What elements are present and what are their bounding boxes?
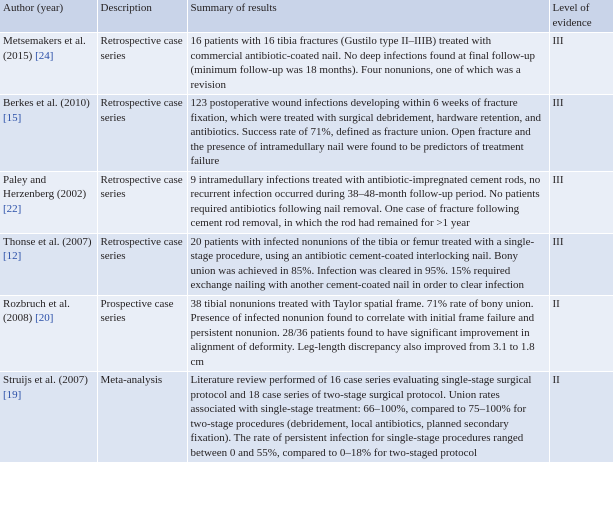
author-text: Metsemakers et al. (2015)	[3, 35, 86, 62]
cell-author	[0, 233, 97, 295]
cell-author	[0, 171, 97, 233]
table-row	[0, 171, 613, 233]
cell-description: Retrospective case series	[97, 233, 187, 295]
cell-author	[0, 33, 97, 95]
author-text: Berkes et al. (2010)	[3, 97, 90, 109]
cell-summary: 9 intramedullary infections treated with antibiotic-impregnated cement rods, no recurrent infection occurred during 38–48-month follow-up period. No patients required antibiotics following nail removal. One case of fracture following cement rod removal, in which the rod had remained for >1 year	[187, 171, 549, 233]
cell-description: Retrospective case series	[97, 95, 187, 172]
cell-description: Prospective case series	[97, 295, 187, 372]
reference-link[interactable]: [12]	[3, 250, 22, 262]
cell-description: Retrospective case series	[97, 171, 187, 233]
header-summary: Summary of results	[187, 0, 549, 33]
reference-link[interactable]: [22]	[3, 202, 22, 215]
table-row	[0, 372, 613, 463]
reference-link[interactable]: [15]	[3, 111, 22, 124]
cell-author	[0, 295, 97, 372]
table-row	[0, 295, 613, 372]
cell-summary: Literature review performed of 16 case series evaluating single-stage surgical protocol and 18 case series of two-stage surgical protocol. Union rates associated with single-stage treatment: 66–100%, compared to 75–100% for two-stage procedures (debridement, local antibiotics, planned secondary fixation). The rate of persistent infection for single-stage procedures ranged between 0 and 55%, compared to 0–18% for two-staged protocol	[187, 372, 549, 463]
cell-summary: 38 tibial nonunions treated with Taylor spatial frame. 71% rate of bony union. Presence of infected nonunion found to correlate with initial frame failure and persistent nonunion. 28/36 patients found to have significant improvement in alignment of deformity. Leg-length discrepancy also improved from 3.1 to 1.8 cm	[187, 295, 549, 372]
reference-link[interactable]: [24]	[35, 49, 54, 62]
author-text: Struijs et al. (2007)	[3, 374, 88, 386]
cell-level: III	[549, 95, 613, 172]
cell-description: Retrospective case series	[97, 33, 187, 95]
table-row	[0, 95, 613, 172]
author-text: Thonse et al. (2007)	[3, 235, 92, 248]
cell-summary: 20 patients with infected nonunions of the tibia or femur treated with a single-stage procedure, using an antibiotic cement-coated interlocking nail. Bony union was achieved in 85%. Infection was cleared in 95%. 15% required exchange nailing with another cement-coated nail in order to clear infection	[187, 233, 549, 295]
cell-level: III	[549, 33, 613, 95]
author-text: Paley and Herzenberg (2002)	[3, 173, 87, 200]
cell-level: III	[549, 233, 613, 295]
cell-summary: 123 postoperative wound infections developing within 6 weeks of fracture fixation, which were treated with surgical debridement, hardware retention, and antibiotics. Success rate of 71%, defined as fracture union. Open fracture and the presence of intramedullary nail were found to be predictors of treatment failure	[187, 95, 549, 172]
reference-link[interactable]: [20]	[35, 312, 54, 324]
cell-summary: 16 patients with 16 tibia fractures (Gustilo type II–IIIB) treated with commercial antibiotic-coated nail. No deep infections found at final follow-up (minimum follow-up was 18 months). Four nonunions, one of which was a revision	[187, 33, 549, 95]
cell-author	[0, 95, 97, 172]
author-text: Rozbruch et al. (2008)	[3, 297, 70, 324]
cell-description: Meta-analysis	[97, 372, 187, 463]
cell-level: III	[549, 171, 613, 233]
cell-author	[0, 372, 97, 463]
header-level-of-evidence: Level of evidence	[549, 0, 613, 33]
table-row	[0, 33, 613, 95]
header-description: Description	[97, 0, 187, 33]
cell-level: II	[549, 372, 613, 463]
table-row	[0, 233, 613, 295]
table-header-row	[0, 0, 613, 33]
cell-level: II	[549, 295, 613, 372]
reference-link[interactable]: [19]	[3, 388, 22, 401]
header-author: Author (year)	[0, 0, 97, 33]
